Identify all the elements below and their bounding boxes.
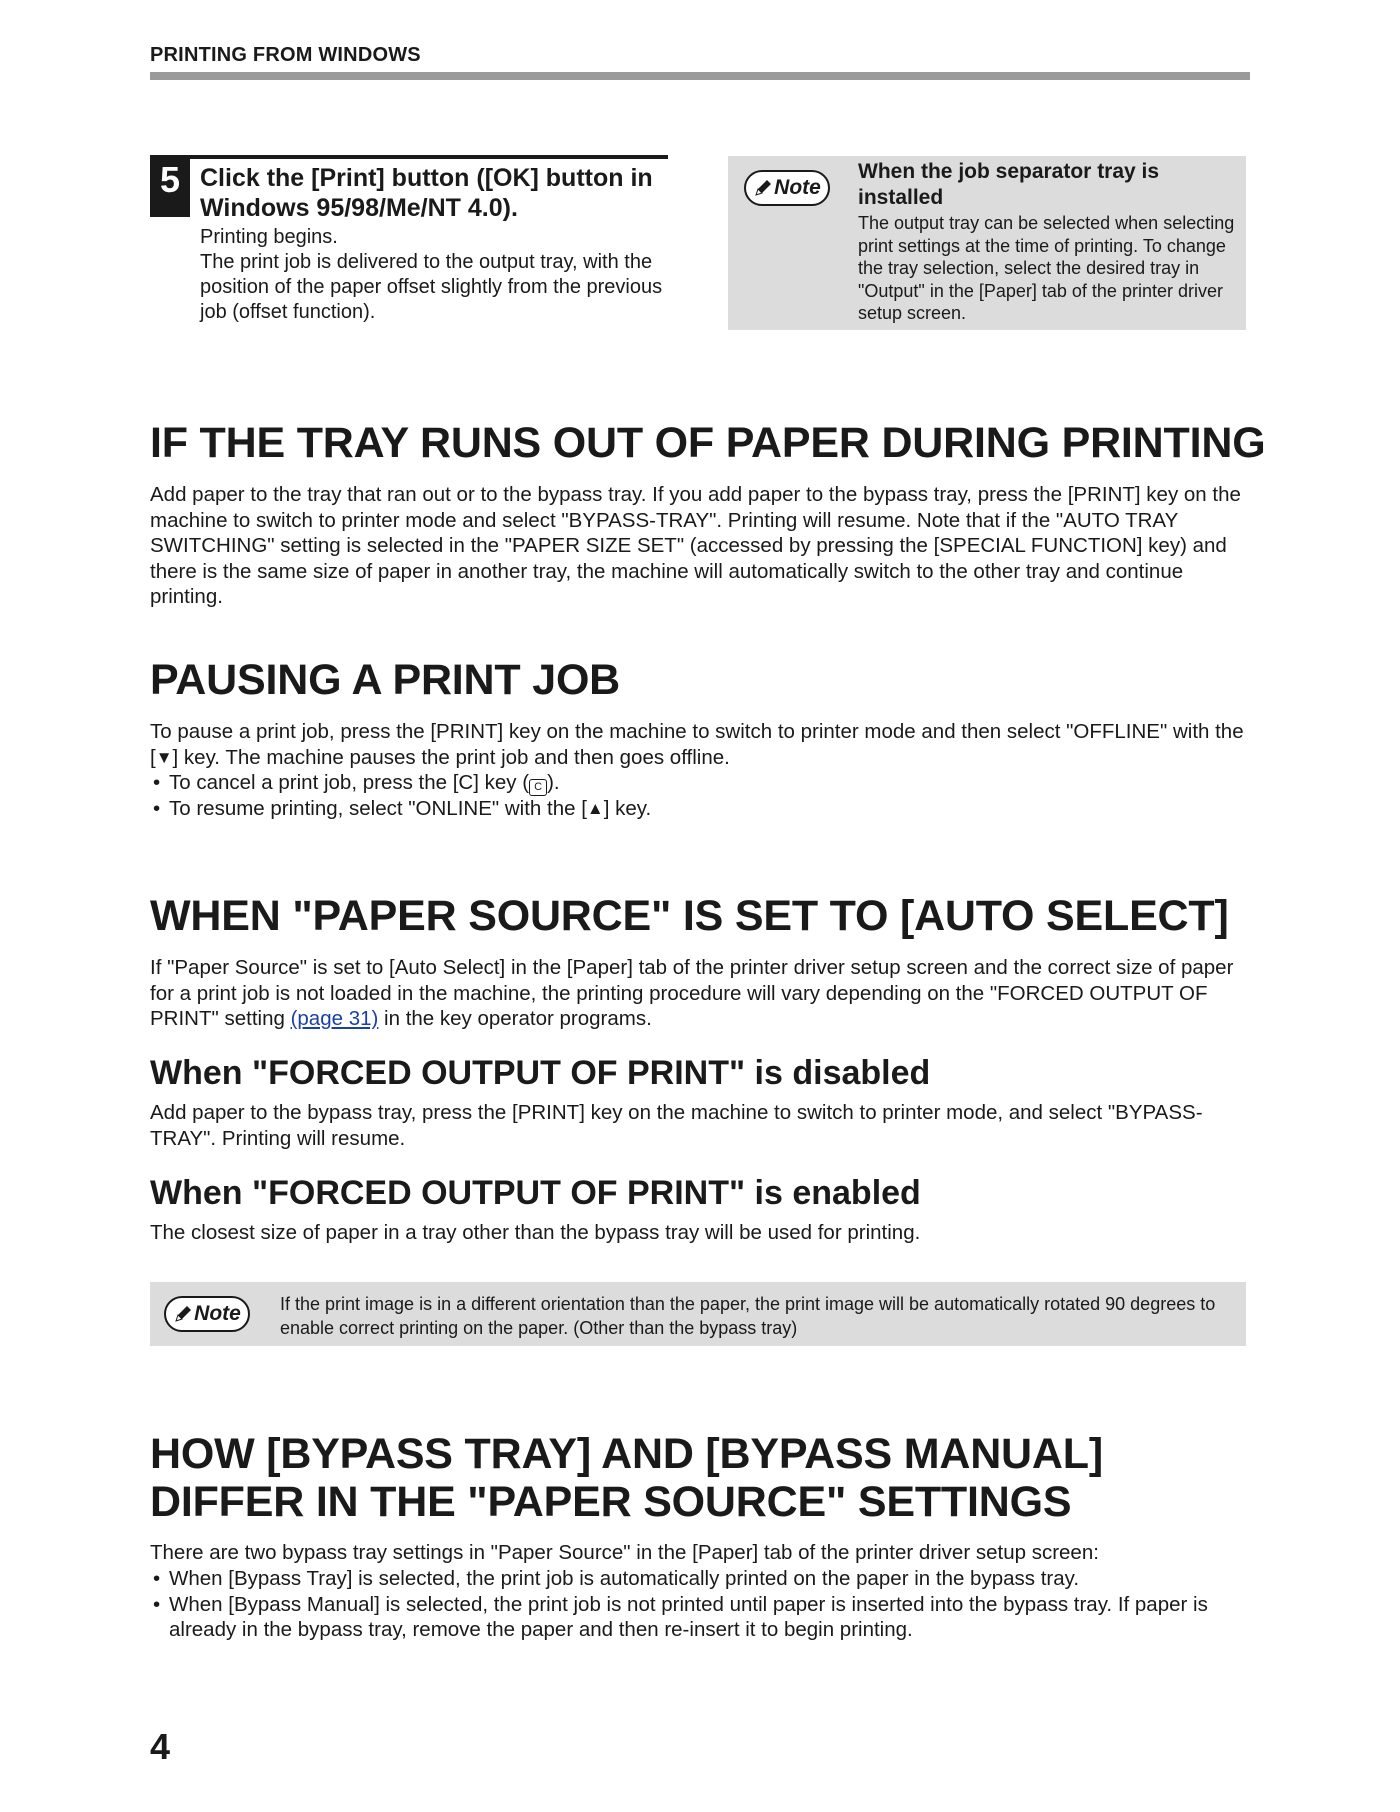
tray-out-body: Add paper to the tray that ran out or to the bypass tray. If you add paper to the bypass tray, press the [PRINT] key on the machine to switch to printer mode and select "BYPASS-TRAY". Printing will resume. Note that if the "AUTO TRAY SWITCHING" setting is selected in the "PAPER SIZE SET" (accessed by pressing the [SPECIAL FUNCTION] key) and there is the same size of paper in another tray, the machine will automatically switch to the other tray and continue printing. — [150, 483, 1241, 608]
pausing-body-b: ] key. The machine pauses the print job and then goes offline. — [172, 745, 730, 769]
list-item: • When [Bypass Tray] is selected, the print job is automatically printed on the paper in the bypass tray. — [150, 1566, 1250, 1592]
page-31-link[interactable]: (page 31) — [290, 1007, 379, 1030]
bullet-text: To resume printing, select "ONLINE" with the [ — [169, 797, 587, 820]
heading-forced-disabled: When "FORCED OUTPUT OF PRINT" is disabled — [150, 1054, 931, 1092]
bullet-text: ). — [547, 771, 560, 794]
note-title: When the job separator tray is installed — [858, 160, 1160, 209]
bypass-list — [150, 1566, 1250, 1643]
note-text: If the print image is in a different orientation than the paper, the print image will be automatically rotated 90 degrees to enable correct printing on the paper. (Other than the bypass tray) — [280, 1294, 1216, 1338]
pausing-list — [150, 770, 1250, 822]
step-body — [200, 225, 670, 325]
pausing-body-a: To pause a print job, press the [PRINT] key on the machine to switch to printer mode and then select "OFFLINE" with the [ — [150, 720, 1244, 769]
up-arrow-icon: ▲ — [586, 799, 604, 818]
c-key-icon: C — [529, 779, 547, 796]
page-number: 4 — [150, 1726, 171, 1767]
heading-bypass-line-1: HOW [BYPASS TRAY] AND [BYPASS MANUAL] — [150, 1430, 1103, 1478]
pausing-body — [150, 719, 1250, 770]
list-item — [150, 770, 1250, 796]
auto-body-a: If "Paper Source" is set to [Auto Select] in the [Paper] tab of the printer driver setup screen and the correct size of paper for a print job is not loaded in the machine, the printing procedure will vary depending on the "FORCED OUTPUT OF PRINT" setting — [150, 956, 1234, 1030]
list-item: • When [Bypass Manual] is selected, the print job is not printed until paper is inserted into the bypass tray. If paper is already in the bypass tray, remove the paper and then re-insert it to begin printing. — [150, 1592, 1250, 1643]
auto-select-body — [150, 955, 1250, 1032]
down-arrow-icon: ▼ — [155, 747, 173, 767]
bypass-intro: There are two bypass tray settings in "Paper Source" in the [Paper] tab of the printer driver setup screen: — [150, 1541, 1099, 1564]
note-badge — [744, 170, 830, 206]
pencil-icon — [173, 1304, 193, 1324]
note-rotation — [150, 1282, 1246, 1346]
auto-body-b: in the key operator programs. — [378, 1007, 652, 1030]
list-item — [150, 796, 1250, 822]
step-number: 5 — [150, 155, 190, 217]
note-job-separator — [728, 156, 1246, 330]
heading-auto-select: WHEN "PAPER SOURCE" IS SET TO [AUTO SELECT] — [150, 892, 1229, 940]
note-badge-label: Note — [194, 1302, 241, 1325]
bullet-text: To cancel a print job, press the [C] key ( — [169, 771, 530, 794]
heading-tray-out: IF THE TRAY RUNS OUT OF PAPER DURING PRINTING — [150, 419, 1266, 467]
forced-enabled-body: The closest size of paper in a tray other than the bypass tray will be used for printing. — [150, 1221, 921, 1244]
step-line-2: The print job is delivered to the output tray, with the position of the paper offset slightly from the previous job (offset function). — [200, 251, 663, 323]
note-text: The output tray can be selected when selecting print settings at the time of printing. To change the tray selection, select the desired tray in "Output" in the [Paper] tab of the printer driver setup screen. — [858, 213, 1235, 323]
header-rule — [150, 72, 1250, 80]
pencil-icon — [753, 178, 773, 198]
running-header: PRINTING FROM WINDOWS — [150, 44, 421, 66]
forced-disabled-body: Add paper to the bypass tray, press the [PRINT] key on the machine to switch to printer mode, and select "BYPASS-TRAY". Printing will resume. — [150, 1101, 1203, 1150]
heading-bypass-line-2: DIFFER IN THE "PAPER SOURCE" SETTINGS — [150, 1478, 1072, 1526]
step-line-1: Printing begins. — [200, 226, 338, 248]
heading-pausing: PAUSING A PRINT JOB — [150, 656, 621, 704]
step-top-rule — [150, 155, 668, 159]
note-badge-label: Note — [774, 176, 821, 199]
step-heading: Click the [Print] button ([OK] button in Windows 95/98/Me/NT 4.0). — [200, 164, 653, 222]
bullet-text: ] key. — [603, 797, 652, 820]
note-badge — [164, 1296, 250, 1332]
heading-forced-enabled: When "FORCED OUTPUT OF PRINT" is enabled — [150, 1174, 921, 1212]
